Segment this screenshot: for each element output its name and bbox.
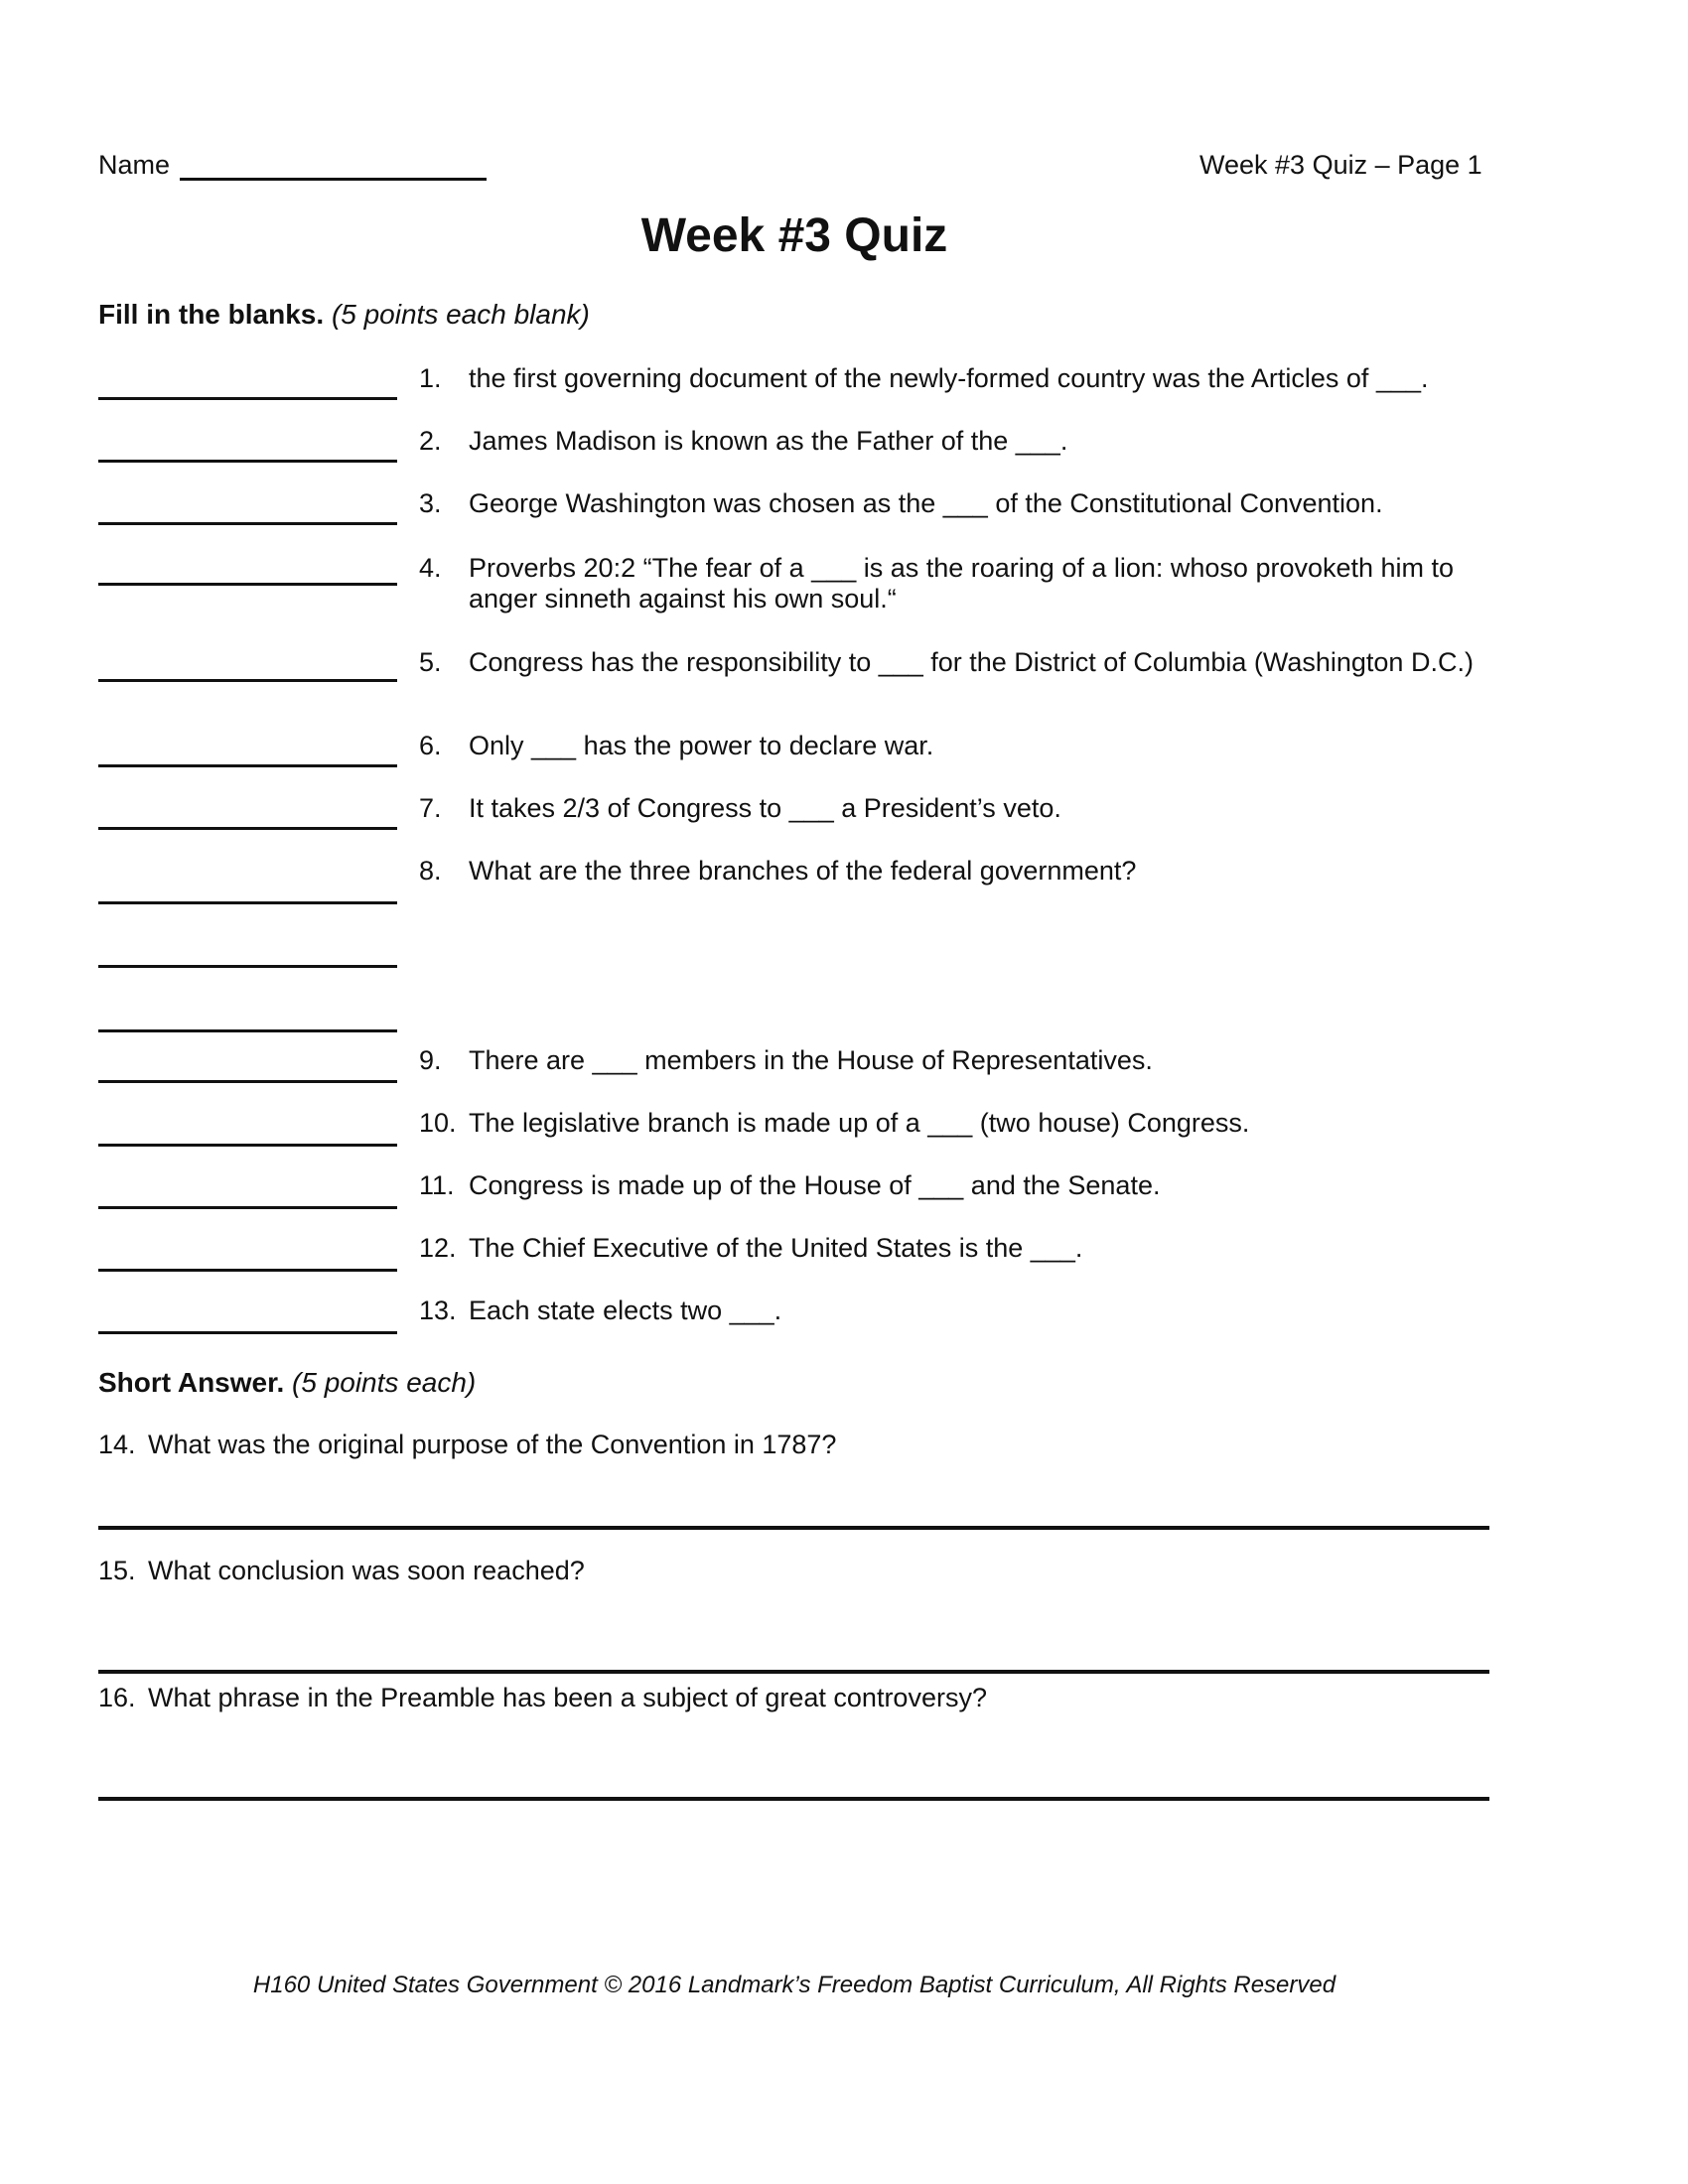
short-answer-heading-label: Short Answer. [98, 1367, 285, 1398]
copyright-footer: H160 United States Government © 2016 Landmark’s Freedom Baptist Curriculum, All Rights Reserved [252, 1972, 1336, 1998]
answer-line-16[interactable] [98, 1797, 1489, 1801]
answer-blank-13[interactable] [98, 1331, 397, 1334]
question-number: 4. [419, 553, 442, 583]
question-number: 9. [419, 1045, 442, 1075]
answer-blank-8b[interactable] [98, 965, 397, 968]
fill-in-heading [98, 299, 590, 331]
question-number: 16. [98, 1683, 136, 1712]
short-answer-question [98, 1683, 987, 1713]
question-text: What phrase in the Preamble has been a subject of great controversy? [148, 1683, 987, 1712]
question-number: 3. [419, 488, 442, 518]
name-field[interactable] [180, 178, 487, 181]
answer-blank-4[interactable] [98, 583, 397, 586]
question-text: What are the three branches of the federal government? [469, 856, 1137, 886]
question-number: 1. [419, 363, 442, 393]
question-number: 8. [419, 856, 442, 886]
question-number: 10. [419, 1108, 457, 1138]
question-text: What was the original purpose of the Convention in 1787? [148, 1430, 837, 1459]
page-label: Week #3 Quiz – Page 1 [1199, 150, 1482, 180]
question-text: Congress is made up of the House of ___ and the Senate. [469, 1170, 1161, 1200]
question-text: Only ___ has the power to declare war. [469, 731, 934, 760]
answer-blank-7[interactable] [98, 827, 397, 830]
question-number: 15. [98, 1556, 136, 1585]
answer-blank-10[interactable] [98, 1144, 397, 1147]
question-number: 5. [419, 647, 442, 677]
question-text: George Washington was chosen as the ___ of the Constitutional Convention. [469, 488, 1383, 518]
question-text: James Madison is known as the Father of the ___. [469, 426, 1068, 456]
question-text: What conclusion was soon reached? [148, 1556, 585, 1585]
short-answer-heading [98, 1367, 476, 1399]
answer-blank-8a[interactable] [98, 901, 397, 904]
question-text: Congress has the responsibility to ___ for the District of Columbia (Washington D.C.) [469, 647, 1474, 677]
page-title: Week #3 Quiz [640, 209, 948, 262]
fill-in-points: (5 points each blank) [331, 299, 590, 330]
question-number: 13. [419, 1296, 457, 1325]
fill-in-heading-label: Fill in the blanks. [98, 299, 325, 330]
short-answer-points: (5 points each) [292, 1367, 477, 1398]
answer-blank-5[interactable] [98, 679, 397, 682]
question-number: 6. [419, 731, 442, 760]
question-text: Proverbs 20:2 “The fear of a ___ is as the roaring of a lion: whoso provoketh him to anger sinneth against his own soul.“ [469, 553, 1455, 614]
name-label: Name [98, 150, 171, 180]
answer-blank-1[interactable] [98, 397, 397, 400]
question-number: 2. [419, 426, 442, 456]
answer-blank-2[interactable] [98, 460, 397, 463]
short-answer-question [98, 1556, 585, 1586]
question-text: The legislative branch is made up of a ___ (two house) Congress. [469, 1108, 1250, 1138]
answer-blank-6[interactable] [98, 764, 397, 767]
question-number: 7. [419, 793, 442, 823]
answer-blank-11[interactable] [98, 1206, 397, 1209]
question-number: 11. [419, 1170, 455, 1200]
question-text: It takes 2/3 of Congress to ___ a President’s veto. [469, 793, 1061, 823]
question-text: There are ___ members in the House of Representatives. [469, 1045, 1153, 1075]
question-text: The Chief Executive of the United States is the ___. [469, 1233, 1083, 1263]
question-text: the first governing document of the newly-formed country was the Articles of ___. [469, 363, 1429, 393]
answer-line-14[interactable] [98, 1526, 1489, 1530]
answer-blank-3[interactable] [98, 522, 397, 525]
answer-blank-9[interactable] [98, 1080, 397, 1083]
question-text: Each state elects two ___. [469, 1296, 782, 1325]
answer-line-15[interactable] [98, 1670, 1489, 1674]
short-answer-question [98, 1430, 836, 1460]
question-number: 14. [98, 1430, 136, 1459]
answer-blank-8c[interactable] [98, 1029, 397, 1032]
answer-blank-12[interactable] [98, 1269, 397, 1272]
question-number: 12. [419, 1233, 457, 1263]
